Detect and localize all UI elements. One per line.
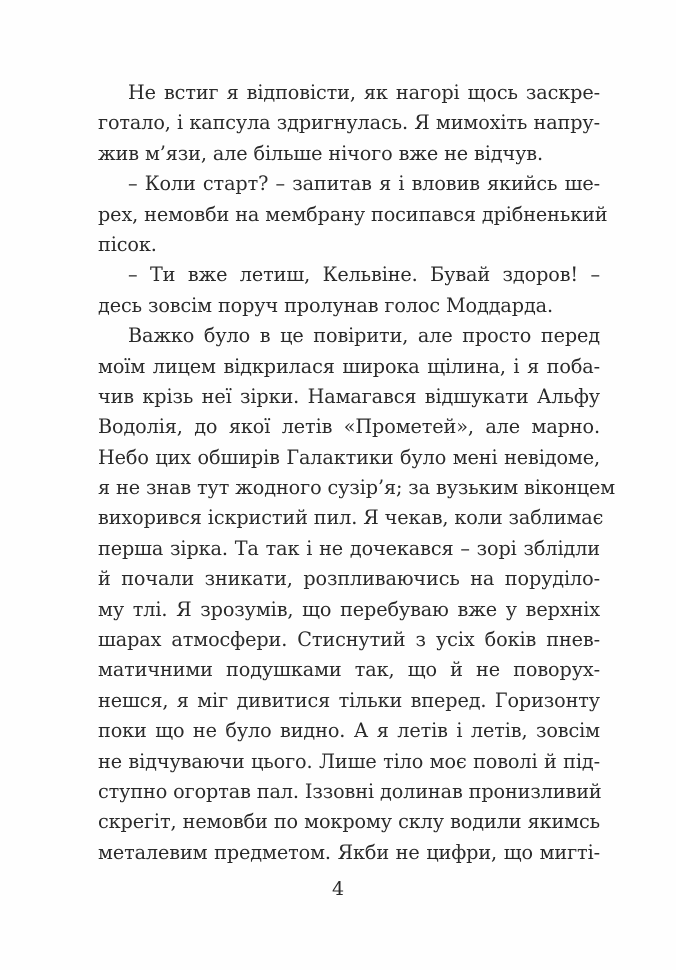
- body-text: [98, 78, 616, 868]
- text-line: й почали зникати, розпливаючись на поруділо-: [98, 567, 600, 591]
- text-line: – Ти вже летиш, Кельвіне. Бувай здоров! –: [128, 263, 600, 287]
- text-line: пісок.: [98, 232, 157, 256]
- text-line: я не знав тут жодного сузір’я; за вузьким віконцем: [98, 476, 616, 500]
- text-line: рех, немовби на мембрану посипався дрібненький: [98, 202, 608, 226]
- text-line: не відчуваючи цього. Лише тіло моє поволі й під-: [98, 749, 600, 773]
- text-line: ступно огортав пал. Іззовні долинав пронизливий: [98, 779, 602, 803]
- text-line: моїм лицем відкрилася широка щілина, і я поба-: [98, 354, 600, 378]
- page-number: 4: [331, 878, 345, 900]
- text-line: перша зірка. Та так і не дочекався – зорі зблідли: [98, 536, 600, 560]
- text-line: жив м’язи, але більше нічого вже не відчув.: [98, 141, 543, 165]
- text-line: готало, і капсула здригнулась. Я мимохіть напру-: [98, 111, 600, 135]
- text-line: Небо цих обширів Галактики було мені невідоме,: [98, 445, 600, 469]
- text-line: Важко було в це повірити, але просто перед: [128, 324, 600, 348]
- text-line: нешся, я міг дивитися тільки вперед. Горизонту: [98, 688, 600, 712]
- text-line: матичними подушками так, що й не поворух-: [98, 658, 600, 682]
- text-line: Водолія, до якої летів «Прометей», але марно.: [98, 415, 600, 439]
- text-line: – Коли старт? – запитав я і вловив якийсь ше-: [128, 172, 600, 196]
- text-line: шарах атмосфери. Стиснутий з усіх боків пнев-: [98, 628, 600, 652]
- text-line: му тлі. Я зрозумів, що перебуваю вже у верхніх: [98, 597, 600, 621]
- text-line: вихорився іскристий пил. Я чекав, коли заблимає: [98, 506, 604, 530]
- text-line: металевим предметом. Якби не цифри, що мигті-: [98, 840, 600, 864]
- text-line: поки що не було видно. А я летів і летів, зовсім: [98, 719, 600, 743]
- text-line: чив крізь неї зірки. Намагався відшукати Альфу: [98, 384, 600, 408]
- text-line: скрегіт, немовби по мокрому склу водили якимсь: [98, 810, 600, 834]
- text-line: десь зовсім поруч пролунав голос Моддарда.: [98, 293, 554, 317]
- text-line: Не встиг я відповісти, як нагорі щось заскре-: [128, 81, 600, 104]
